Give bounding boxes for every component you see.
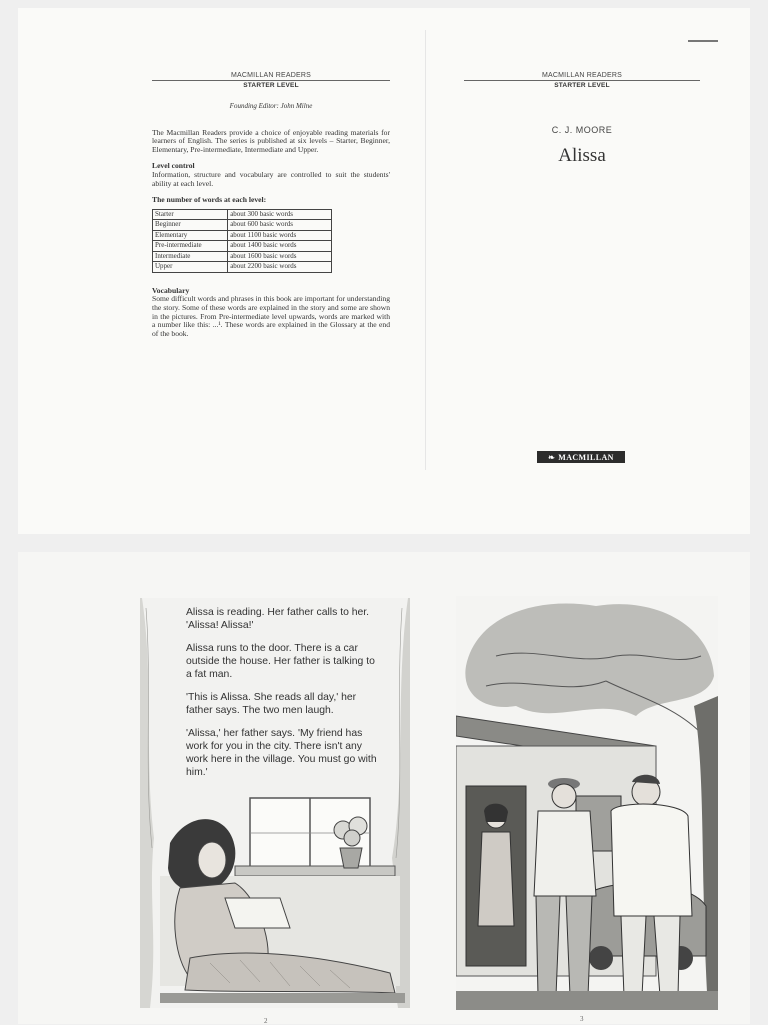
village-scene-illustration bbox=[456, 596, 718, 1010]
level-cell: Pre-intermediate bbox=[153, 241, 228, 252]
intro-paragraph: The Macmillan Readers provide a choice of enjoyable reading materials for learners of English. The series is published at six levels – Starter, Beginner, Elementary, Pre-intermediate, Intermediate and Upper. bbox=[152, 127, 390, 154]
left-page bbox=[152, 70, 390, 346]
words-cell: about 1400 basic words bbox=[228, 241, 332, 252]
level-cell: Beginner bbox=[153, 220, 228, 231]
vocabulary-heading: Vocabulary bbox=[152, 285, 190, 295]
publisher-name: MACMILLAN bbox=[558, 452, 614, 462]
level-control-heading: Level control bbox=[152, 161, 195, 171]
page-fold bbox=[425, 30, 426, 470]
level-cell: Elementary bbox=[153, 230, 228, 241]
author-name: C. J. MOORE bbox=[551, 125, 613, 135]
publisher-logo bbox=[537, 451, 625, 463]
levels-table bbox=[152, 209, 332, 273]
page-number-left: 2 bbox=[264, 1017, 268, 1025]
right-page bbox=[464, 70, 700, 167]
table-row bbox=[153, 262, 332, 273]
story-paragraph: 'Alissa,' her father says. 'My friend has work for you in the city. There isn't any work here in the village. You must go with him.' bbox=[186, 728, 377, 778]
book-title: Alissa bbox=[558, 145, 606, 166]
table-row bbox=[153, 230, 332, 241]
series-level: STARTER LEVEL bbox=[554, 82, 610, 89]
table-row bbox=[153, 241, 332, 252]
table-row bbox=[153, 251, 332, 262]
words-cell: about 2200 basic words bbox=[228, 262, 332, 273]
words-heading: The number of words at each level: bbox=[152, 195, 267, 205]
level-cell: Intermediate bbox=[153, 251, 228, 262]
table-row bbox=[153, 220, 332, 231]
words-cell: about 600 basic words bbox=[228, 220, 332, 231]
story-paragraph: Alissa runs to the door. There is a car outside the house. Her father is talking to a fat man. bbox=[186, 643, 375, 680]
macmillan-logo-icon: ❧ bbox=[548, 452, 556, 462]
story-text bbox=[186, 606, 381, 789]
series-level: STARTER LEVEL bbox=[243, 82, 299, 89]
level-cell: Upper bbox=[153, 262, 228, 273]
words-cell: about 300 basic words bbox=[228, 209, 332, 220]
founding-editor: Founding Editor: John Milne bbox=[229, 102, 313, 110]
words-cell: about 1600 basic words bbox=[228, 251, 332, 262]
series-name: MACMILLAN READERS bbox=[541, 72, 623, 79]
level-cell: Starter bbox=[153, 209, 228, 220]
vocabulary-text: Some difficult words and phrases in this book are important for understanding the story. Some of these words are explained in the story and some are shown in the pictures. From Pre-intermediate level upwards, words are marked with a number like this: ...¹. These words are explained in the Glossary at the end of the book. bbox=[152, 294, 390, 338]
page-number-right: 3 bbox=[580, 1015, 584, 1023]
story-paragraph: Alissa is reading. Her father calls to her. 'Alissa! Alissa!' bbox=[186, 607, 370, 631]
series-name: MACMILLAN READERS bbox=[230, 72, 312, 79]
scan-mark bbox=[688, 40, 718, 42]
story-paragraph: 'This is Alissa. She reads all day,' her father says. The two men laugh. bbox=[186, 692, 357, 716]
level-control-text: Information, structure and vocabulary are controlled to suit the students' ability at each level. bbox=[152, 169, 390, 188]
table-row bbox=[153, 209, 332, 220]
words-cell: about 1100 basic words bbox=[228, 230, 332, 241]
